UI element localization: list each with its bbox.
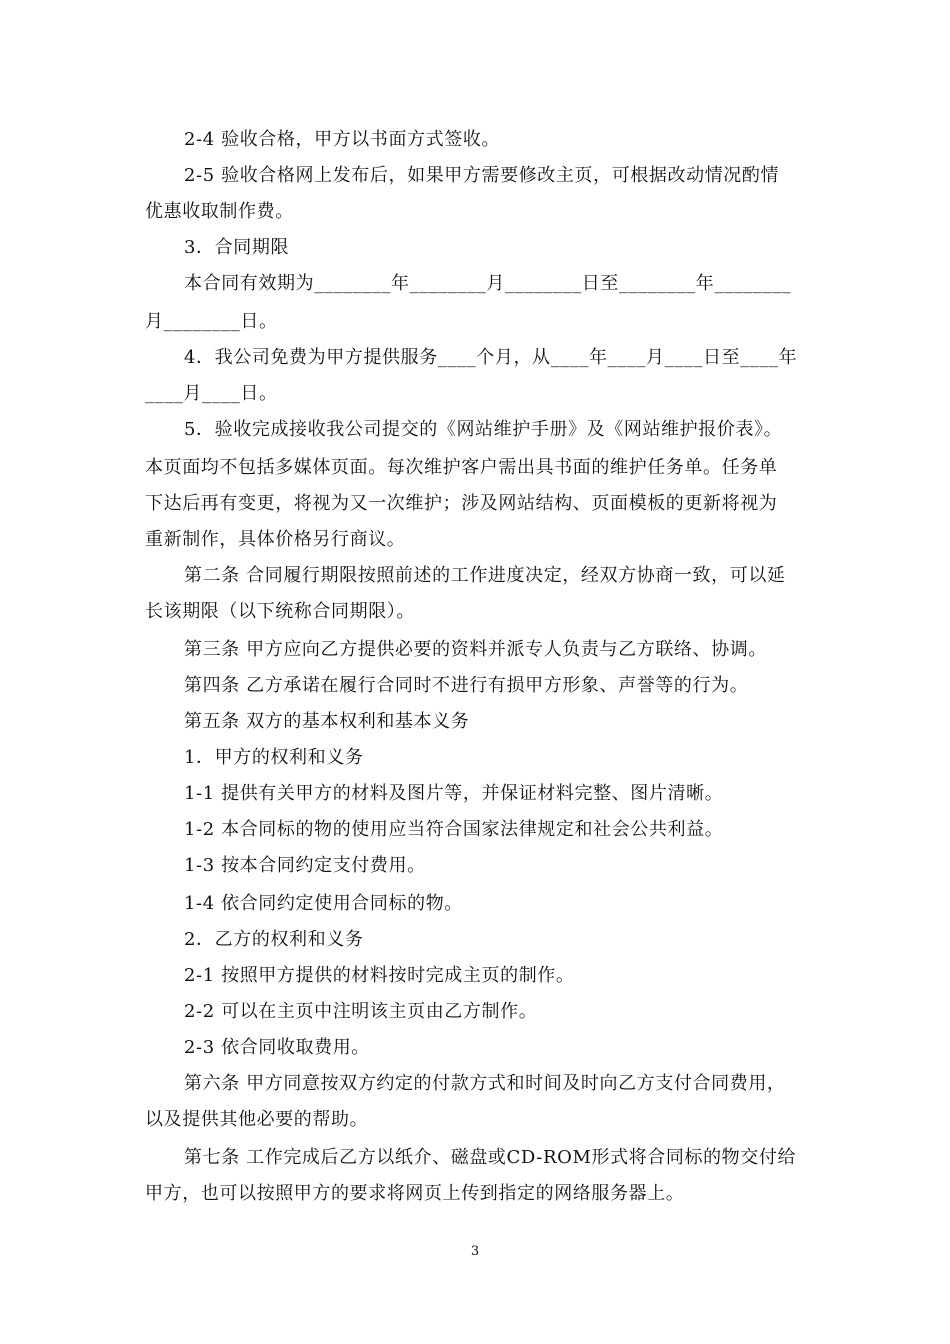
text-line: 1-4 依合同约定使用合同标的物。 — [184, 893, 463, 914]
text-line: 1-1 提供有关甲方的材料及图片等，并保证材料完整、图片清晰。 — [184, 783, 724, 804]
text-line: 重新制作，具体价格另行商议。 — [145, 529, 406, 550]
article-heading: 第六条 甲方同意按双方约定的付款方式和时间及时向乙方支付合同费用， — [184, 1073, 786, 1094]
article-heading: 第三条 甲方应向乙方提供必要的资料并派专人负责与乙方联络、协调。 — [184, 639, 767, 660]
article-heading: 第七条 工作完成后乙方以纸介、磁盘或CD-ROM形式将合同标的物交付给 — [184, 1147, 797, 1168]
text-line: 4．我公司免费为甲方提供服务____个月，从____年____月____日至____年 — [184, 347, 798, 368]
page-number: 3 — [470, 1244, 480, 1259]
section-heading: 3．合同期限 — [184, 237, 290, 258]
text-line: 优惠收取制作费。 — [145, 201, 294, 222]
article-heading: 第四条 乙方承诺在履行合同时不进行有损甲方形象、声誉等的行为。 — [184, 675, 749, 696]
text-line: 1-3 按本合同约定支付费用。 — [184, 855, 426, 876]
text-line: 下达后再有变更，将视为又一次维护；涉及网站结构、页面模板的更新将视为 — [145, 493, 778, 514]
section-heading: 2．乙方的权利和义务 — [184, 929, 364, 950]
text-line: 2-1 按照甲方提供的材料按时完成主页的制作。 — [184, 965, 575, 986]
article-heading: 第五条 双方的基本权利和基本义务 — [184, 711, 470, 732]
text-line: 本页面均不包括多媒体页面。每次维护客户需出具书面的维护任务单。任务单 — [145, 457, 778, 478]
article-heading: 第二条 合同履行期限按照前述的工作进度决定，经双方协商一致，可以延 — [184, 565, 786, 586]
text-line: 1-2 本合同标的物的使用应当符合国家法律规定和社会公共利益。 — [184, 819, 724, 840]
text-line: 月________日。 — [145, 311, 278, 332]
text-line: 长该期限（以下统称合同期限）。 — [145, 601, 415, 622]
text-line: 2-3 依合同收取费用。 — [184, 1037, 370, 1058]
text-line: 以及提供其他必要的帮助。 — [145, 1109, 369, 1130]
text-line: 本合同有效期为________年________月________日至________年________ — [184, 273, 792, 294]
text-line: ____月____日。 — [145, 383, 278, 404]
text-line: 5．验收完成接收我公司提交的《网站维护手册》及《网站维护报价表》。 — [184, 419, 783, 440]
section-heading: 1．甲方的权利和义务 — [184, 747, 364, 768]
text-line: 2-2 可以在主页中注明该主页由乙方制作。 — [184, 1001, 538, 1022]
text-line: 2-4 验收合格，甲方以书面方式签收。 — [184, 129, 501, 150]
text-line: 2-5 验收合格网上发布后，如果甲方需要修改主页，可根据改动情况酌情 — [184, 165, 780, 186]
text-line: 甲方，也可以按照甲方的要求将网页上传到指定的网络服务器上。 — [145, 1183, 685, 1204]
